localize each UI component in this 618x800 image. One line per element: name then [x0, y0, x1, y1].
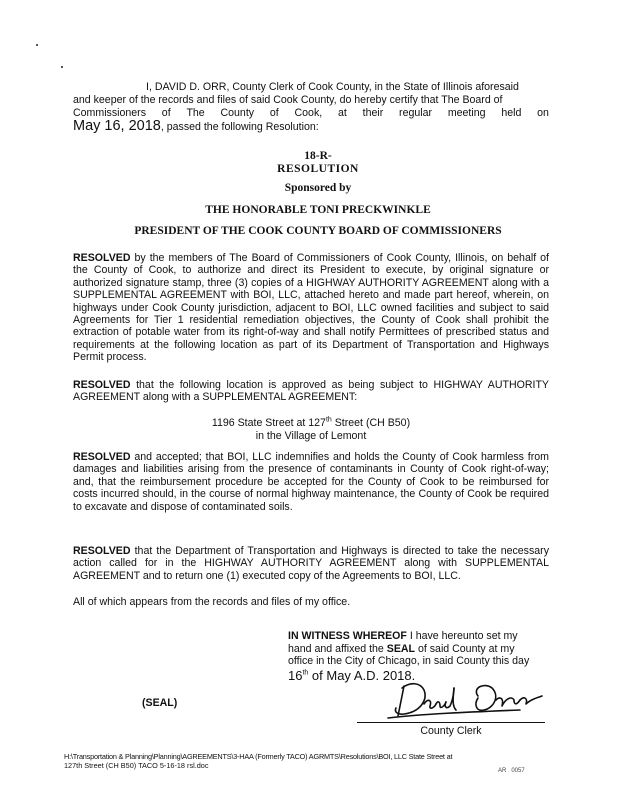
cert-word: meeting [447, 107, 486, 119]
scan-speck [61, 66, 63, 68]
cert-word: their [362, 107, 384, 119]
certification-line-4 [73, 117, 549, 135]
cert-word: on [537, 107, 549, 119]
witness-text: of said County at my [415, 642, 515, 655]
witness-line-3: office in the City of Chicago, in said County this day [288, 655, 530, 667]
cert-word: held [501, 107, 522, 119]
location-text: Street (CH B50) [331, 417, 411, 429]
footer-path-line-2: 127th Street (CH B50) TACO 5-16-18 rsl.doc [64, 761, 209, 770]
witness-text: hand and affixed the [288, 642, 387, 655]
paragraph-text: by the members of The Board of Commissioners of Cook County, Illinois, on behalf of the County of Cook, to authorize and direct its President to execute, by original signature or authorized signature stamp, three (3) copies of a HIGHWAY AUTHORITY AGREEMENT along with a SUPPLEMENTAL AGREEMENT with BOI, LLC, attached hereto and made part hereof, wherein, on highways under Cook County jurisdiction, adjacent to BOI, LLC owned facilities and subject to said Agreements for Tier 1 residential remediation objectives, the County of Cook shall prohibit the extraction of potable water from its right-of-way and shall notify Permittees of prescribed status and requirements at the following location as part of its Department of Transportation and Highways Permit process. [73, 252, 549, 364]
closing-statement: All of which appears from the records and files of my office. [73, 596, 351, 608]
resolved-lead: RESOLVED [73, 451, 131, 463]
meeting-date: May 16, 2018 [73, 118, 161, 134]
clerk-title: County Clerk [420, 725, 482, 737]
seal-label: (SEAL) [142, 697, 178, 709]
paragraph-text: that the Department of Transportation and Highways is directed to take the necessary action called for in the HIGHWAY AUTHORITY AGREEMENT along with SUPPLEMENTAL AGREEMENT and to return one (1) executed copy of the Agreements to BOI, LLC. [73, 545, 549, 582]
resolution-number: 18-R- [304, 150, 332, 162]
paragraph-text: that the following location is approved as being subject to HIGHWAY AUTHORITY AGREEMENT along with a SUPPLEMENTAL AGREEMENT: [73, 379, 549, 404]
paragraph-text: and accepted; that BOI, LLC indemnifies and holds the County of Cook harmless from damages and liabilities arising from the presence of contaminants in County of Cook right-of-way; and, that the reimbursement procedure be accepted for the County of Cook to be reimbursed for costs incurred should, in the course of normal highway maintenance, the County of Cook be required to excavate and dispose of contaminated soils. [73, 451, 549, 513]
cert-word: of [269, 107, 279, 119]
certification-line-1: I, DAVID D. ORR, County Clerk of Cook County, in the State of Illinois aforesaid [146, 81, 519, 93]
cert-word: The [186, 107, 205, 119]
cert-word: Commissioners [73, 107, 146, 119]
resolved-lead: RESOLVED [73, 545, 131, 557]
witness-day-sup: th [302, 669, 309, 677]
footer-mark: AR 0057 [498, 768, 525, 774]
location-sup: th [325, 416, 332, 424]
resolution-title: RESOLUTION [277, 163, 359, 175]
witness-line-2 [288, 643, 550, 656]
resolution-paragraph-1 [73, 252, 549, 364]
location-line-2: in the Village of Lemont [255, 430, 367, 442]
seal-word: SEAL [386, 642, 416, 655]
witness-lead: IN WITNESS WHEREOF [288, 630, 407, 642]
witness-text: I have hereunto set my [406, 630, 518, 642]
certification-line-2: and keeper of the records and files of said Cook County, do hereby certify that The Board of [73, 94, 503, 106]
sponsor-office: PRESIDENT OF THE COOK COUNTY BOARD OF COMMISSIONERS [134, 225, 502, 237]
cert-word: at [338, 107, 347, 119]
signature [380, 674, 550, 720]
resolution-paragraph-2 [73, 379, 549, 404]
cert-word: County [220, 107, 255, 119]
witness-line-1 [288, 630, 550, 643]
witness-day: 16 [288, 667, 303, 683]
cert-word: Cook, [294, 107, 323, 119]
sponsor-name: THE HONORABLE TONI PRECKWINKLE [205, 204, 431, 216]
certification-line-4-rest: , passed the following Resolution: [160, 121, 319, 133]
cert-word: of [161, 107, 171, 119]
location-text: 1196 State Street at 127 [211, 417, 326, 429]
location-line-1 [73, 417, 549, 429]
footer-path-line-1: H:\Transportation & Planning\Planning\AGREEMENTS\3-HAA (Formerly TACO) AGRMTS\Resolutions\BOI, LLC State Street at [64, 752, 453, 761]
resolution-paragraph-3 [73, 451, 549, 513]
resolved-lead: RESOLVED [73, 252, 131, 264]
signature-line [357, 722, 545, 723]
resolved-lead: RESOLVED [73, 379, 131, 391]
sponsored-by: Sponsored by [284, 182, 352, 194]
cert-word: regular [399, 107, 433, 119]
scan-speck [36, 44, 38, 46]
resolution-paragraph-4 [73, 545, 549, 582]
witness-date-rest: of May A.D. 2018. [308, 667, 416, 683]
